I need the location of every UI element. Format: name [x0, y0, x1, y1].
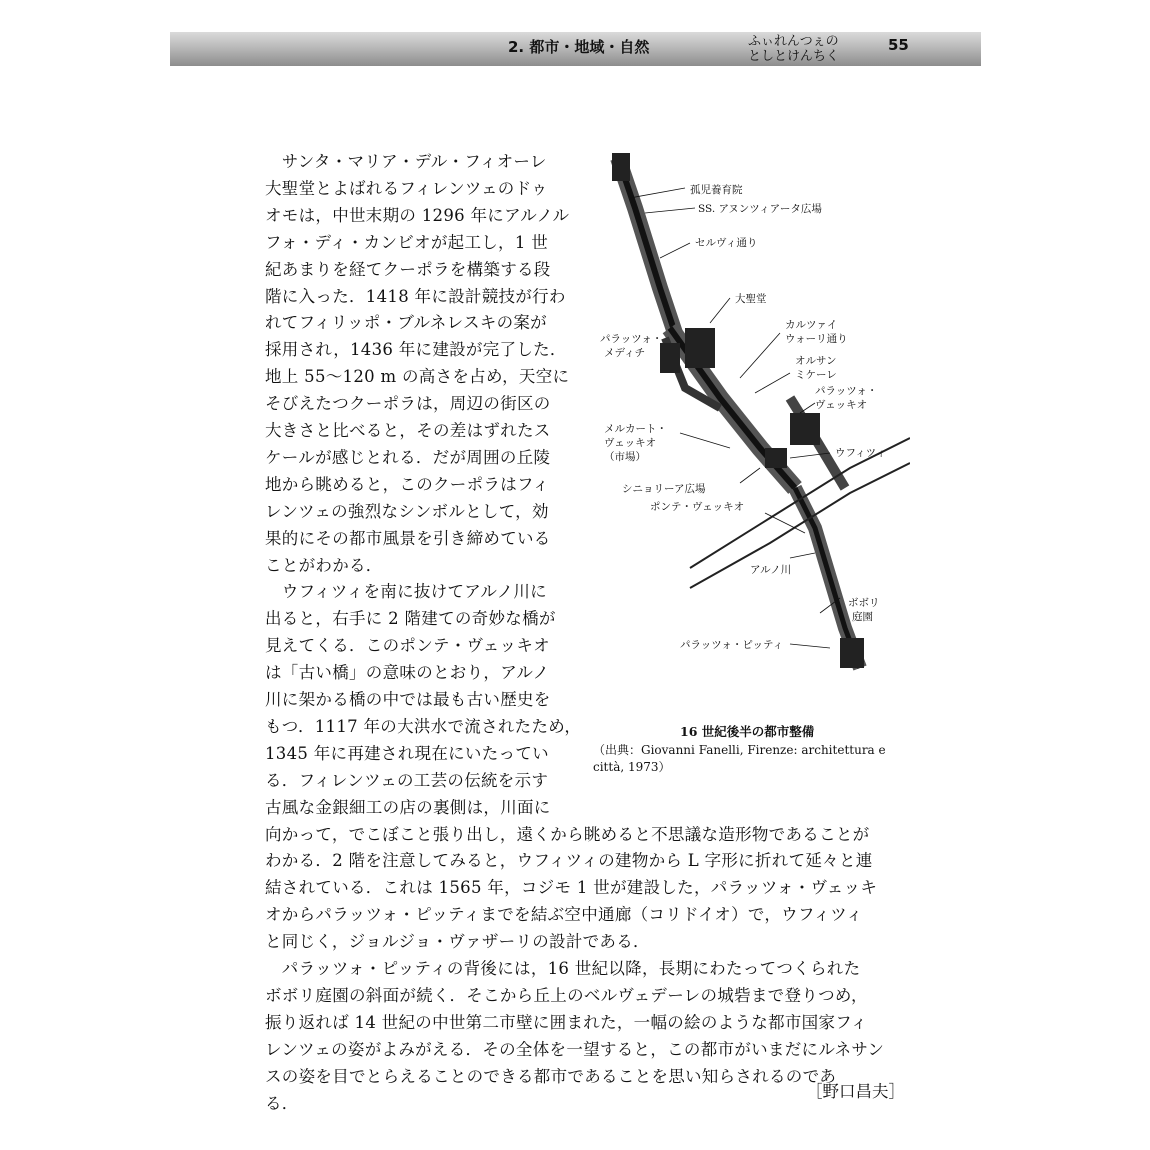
body-text-line: 階に入った．1418 年に設計競技が行わ — [265, 286, 566, 306]
body-text-line: 結されている．これは 1565 年，コジモ 1 世が建設した，パラッツォ・ヴェッキ — [265, 878, 878, 898]
body-text-line: パラッツォ・ピッティの背後には，16 世紀以降，長期にわたってつくられた — [265, 959, 861, 978]
body-text-line: わかる．2 階を注意してみると，ウフィツィの建物から L 字形に折れて延々と連 — [265, 851, 873, 871]
label-vecchio-1: パラッツォ・ — [815, 385, 878, 397]
body-text-line: 向かって，でこぼこと張り出し，遠くから眺めると不思議な造形物であることが — [265, 824, 870, 844]
body-text-line: ウフィツィを南に抜けてアルノ川に — [265, 582, 547, 602]
figure-caption-source: （出典：Giovanni Fanelli, Firenze: architettura e città, 1973） — [593, 743, 886, 774]
label-signoria: シニョリーア広場 — [622, 483, 706, 495]
body-text-line: ボボリ庭園の斜面が続く．そこから丘上のベルヴェデーレの城砦まで登りつめ， — [265, 985, 868, 1005]
label-calzaiuoli-2: ウォーリ通り — [785, 333, 848, 345]
body-text-line: 大きさと比べると，その差はずれたス — [265, 421, 551, 440]
body-text-line: は「古い橋」の意味のとおり，アルノ — [265, 663, 550, 683]
body-text-line: レンツェの強烈なシンボルとして，効 — [265, 501, 549, 521]
body-text-line: 古風な金銀細工の店の裏側は，川面に — [265, 797, 551, 817]
label-ss-annunziata: SS. アヌンツィアータ広場 — [698, 203, 822, 215]
label-mercato-1: メルカート・ — [604, 423, 667, 435]
body-text-line: れてフィリッポ・ブルネレスキの案が — [265, 313, 547, 333]
label-via-servi: セルヴィ通り — [695, 237, 758, 249]
entry-title-line1: ふぃれんつぇの — [748, 34, 839, 49]
body-text-line: そびえたつクーポラは，周辺の街区の — [265, 394, 551, 414]
label-boboli-1: ボボリ — [848, 597, 880, 609]
label-medici-1: パラッツォ・ — [600, 333, 663, 345]
body-text-line: スの姿を目でとらえることのできる都市であることを思い知らされるのであ — [265, 1066, 837, 1086]
body-text-line: フォ・ディ・カンビオが起工し，1 世 — [265, 232, 548, 252]
body-text-line: レンツェの姿がよみがえる．その全体を一望すると，この都市がいまだにルネサン — [265, 1039, 885, 1059]
body-text-line: と同じく，ジョルジョ・ヴァザーリの設計である． — [265, 932, 650, 952]
label-boboli-2: 庭園 — [852, 611, 873, 623]
author-signature: ［野口昌夫］ — [806, 1082, 905, 1101]
label-uffizi: ウフィツィ — [835, 447, 887, 459]
body-text-line: 地から眺めると，このクーポラはフィ — [265, 474, 550, 494]
body-text-line: 1345 年に再建され現在にいたってい — [265, 743, 549, 763]
label-orsanmichele-1: オルサン — [795, 355, 837, 367]
label-orsanmichele-2: ミケーレ — [795, 369, 837, 381]
body-text-line: 採用され，1436 年に建設が完了した． — [265, 340, 567, 360]
body-text-line: 大聖堂とよばれるフィレンツェのドゥ — [265, 178, 548, 198]
label-mercato-2: ヴェッキオ — [604, 437, 657, 449]
entry-title-line2: としとけんちく — [748, 49, 840, 64]
label-orphanage: 孤児養育院 — [690, 184, 743, 196]
label-vecchio-2: ヴェッキオ — [815, 399, 868, 411]
label-arno: アルノ川 — [750, 564, 792, 576]
body-text-line: る． — [265, 1093, 299, 1113]
body-text-line: もつ．1117 年の大洪水で流されたため， — [265, 716, 582, 736]
body-text-line: る．フィレンツェの工芸の伝統を示す — [265, 770, 549, 790]
body-text-line: 地上 55〜120 m の高さを占め，天空に — [265, 367, 570, 387]
entry-title — [748, 34, 868, 64]
body-text-line: サンタ・マリア・デル・フィオーレ — [265, 152, 547, 171]
body-text-line: ケールが感じとれる．だが周囲の丘陵 — [265, 447, 551, 467]
label-duomo: 大聖堂 — [735, 293, 767, 305]
label-medici-2: メディチ — [604, 347, 646, 359]
figure-caption-title: 16 世紀後半の都市整備 — [680, 724, 815, 739]
body-text-line: 川に架かる橋の中では最も古い歴史を — [265, 690, 551, 709]
section-title: 2. 都市・地域・自然 — [508, 38, 650, 56]
body-text-line: ことがわかる． — [265, 555, 383, 575]
body-text-line: 振り返れば 14 世紀の中世第二市壁に囲まれた，一幅の絵のような都市国家フィ — [265, 1012, 868, 1032]
label-calzaiuoli-1: カルツァイ — [785, 319, 838, 331]
body-text-line: オモは，中世末期の 1296 年にアルノル — [265, 205, 570, 225]
body-text-line: 果的にその都市風景を引き締めている — [265, 528, 551, 548]
page-number: 55 — [888, 36, 909, 54]
florence-map-illustration — [590, 148, 910, 708]
label-ponte-vecchio: ポンテ・ヴェッキオ — [650, 501, 745, 513]
body-text-line: 出ると，右手に 2 階建ての奇妙な橋が — [265, 609, 556, 629]
body-text-line: 紀あまりを経てクーポラを構築する段 — [265, 259, 551, 279]
body-text-line: 見えてくる．このポンテ・ヴェッキオ — [265, 636, 550, 656]
map-streets — [618, 158, 910, 668]
body-text-line: オからパラッツォ・ピッティまでを結ぶ空中通廊（コリドイオ）で，ウフィツィ — [265, 905, 863, 925]
label-pitti: パラッツォ・ピッティ — [680, 639, 784, 651]
label-mercato-3: （市場） — [604, 451, 646, 463]
